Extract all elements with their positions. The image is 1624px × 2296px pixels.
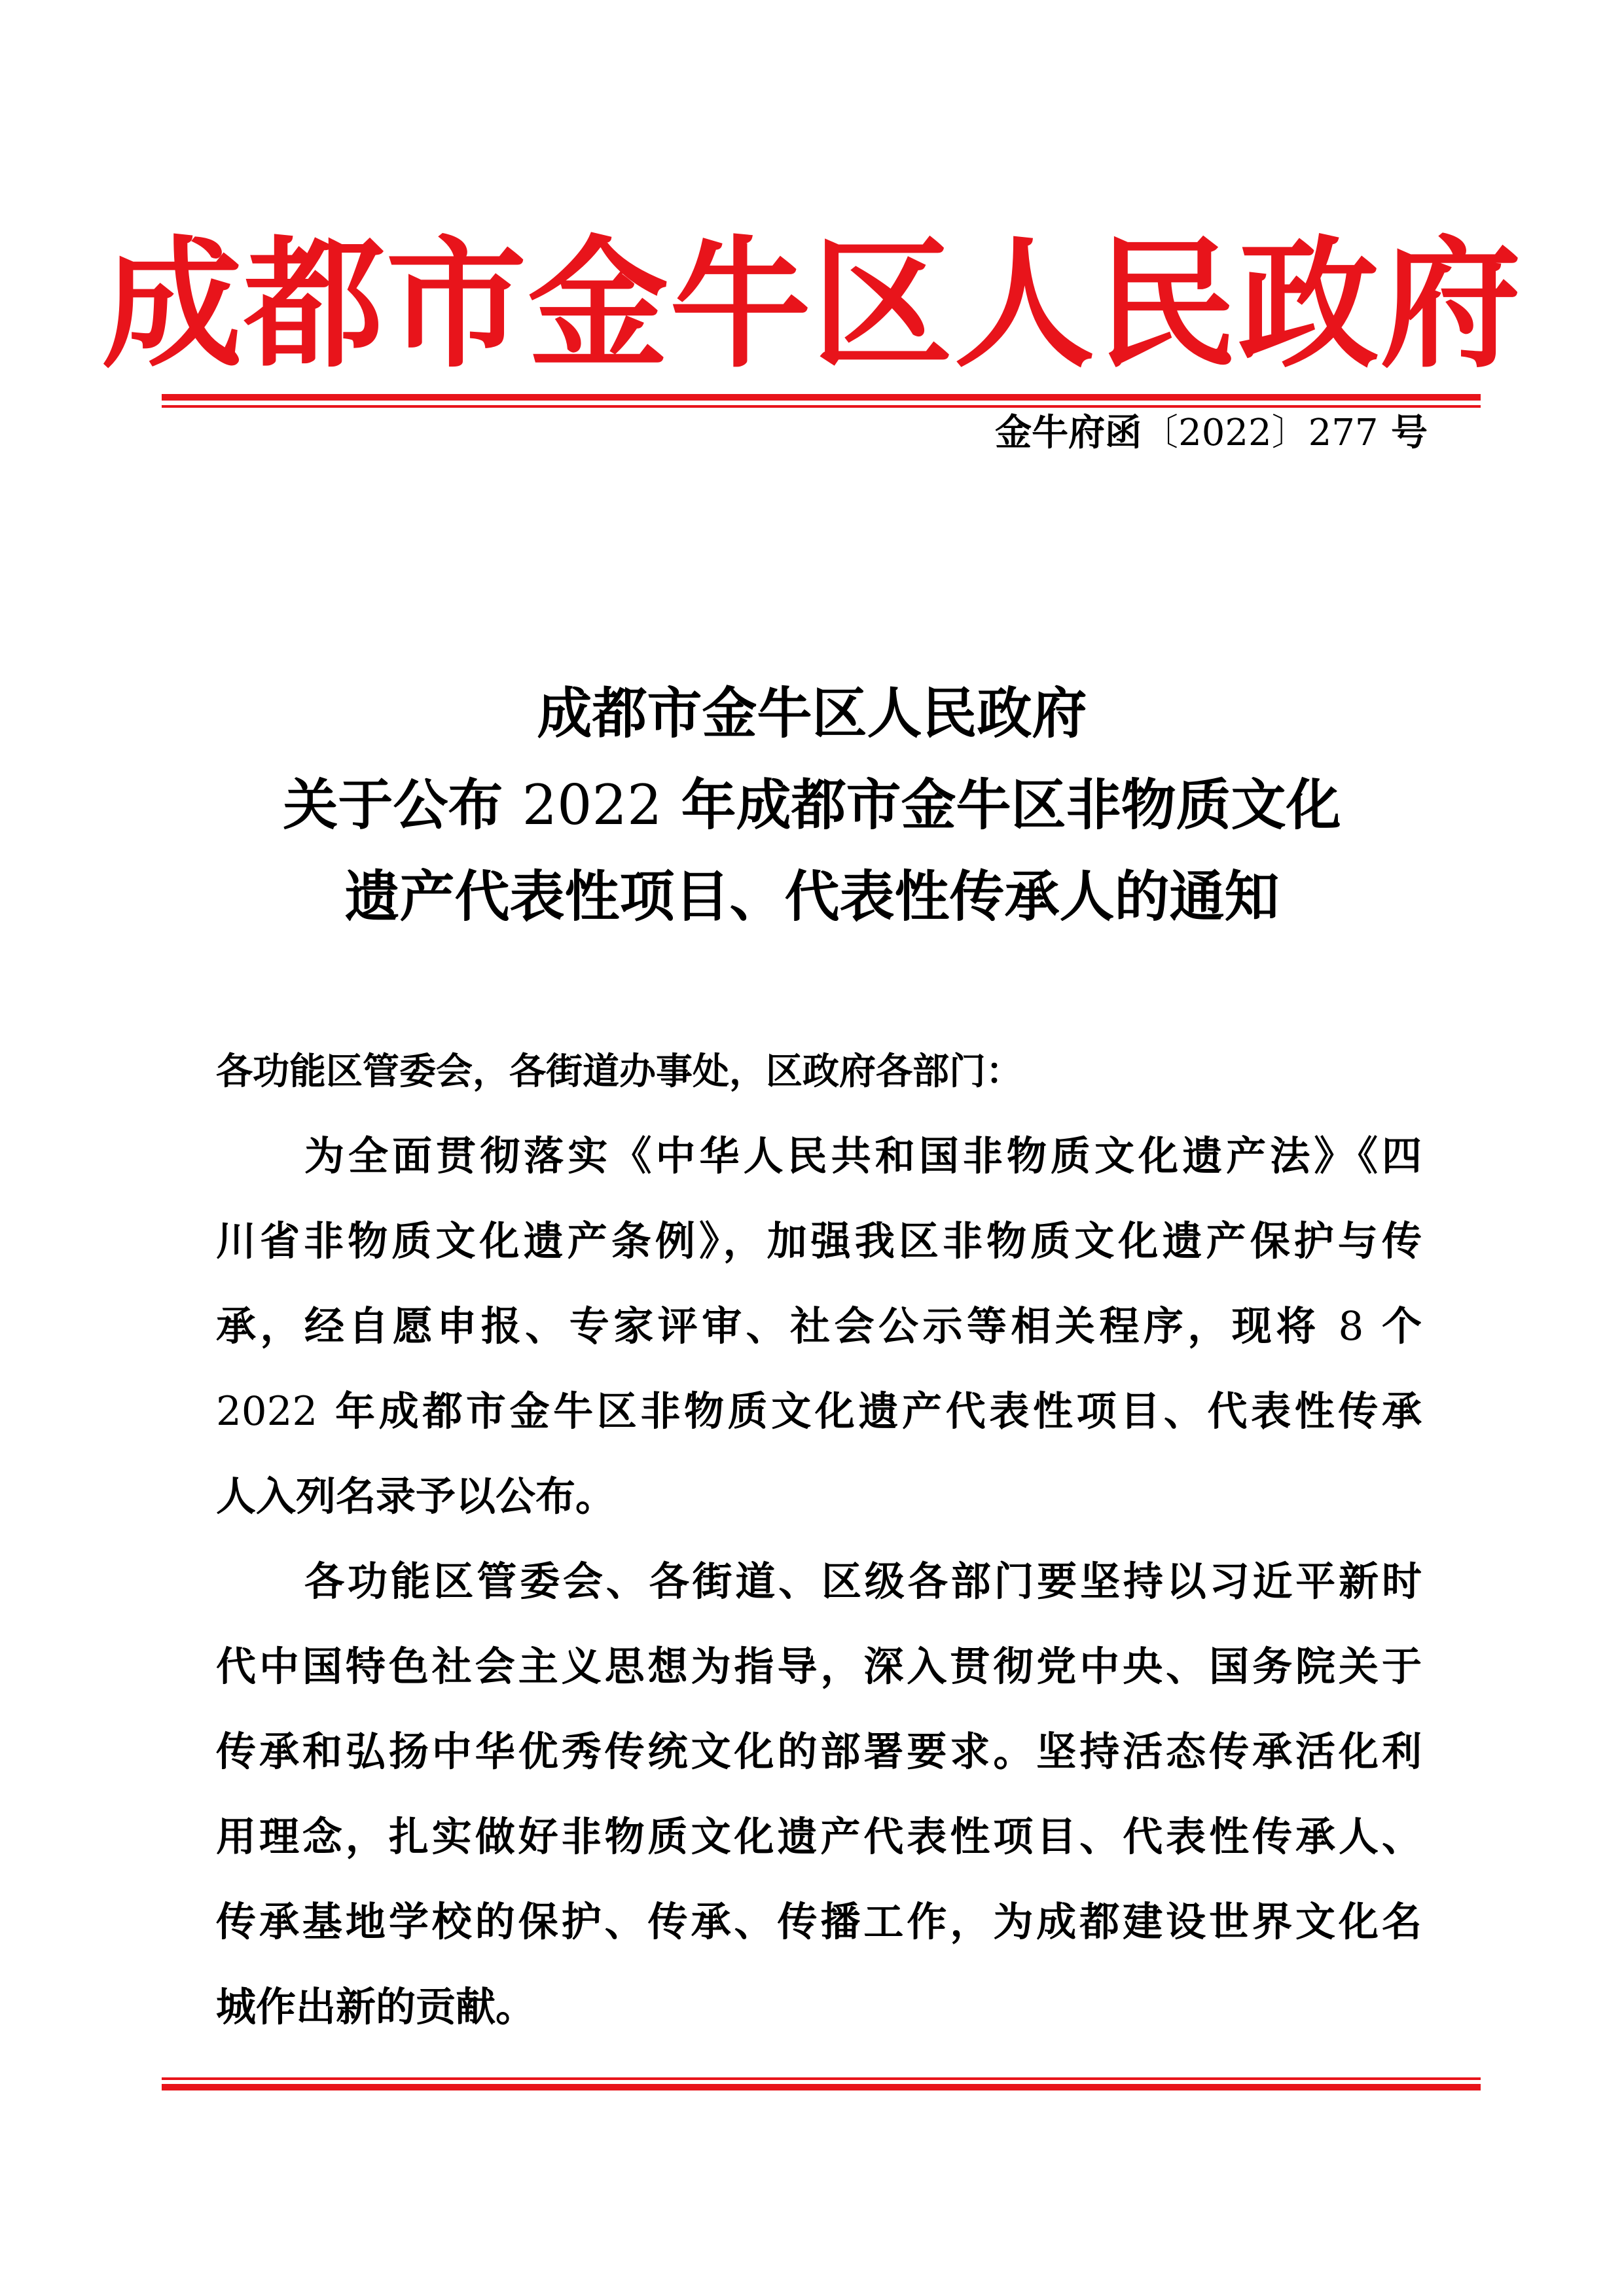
notice-title-line-3: 遗产代表性项目、代表性传承人的通知 xyxy=(344,865,1280,929)
paragraph-2-line-6: 城作出新的贡献。 xyxy=(216,1984,536,2030)
salutation: 各功能区管委会，各街道办事处，区政府各部门： xyxy=(216,1050,1022,1093)
paragraph-1-line-3 xyxy=(216,1297,1422,1356)
paragraph-1-line-3-part-b: 个 xyxy=(1363,1303,1422,1350)
masthead-title: 成都市金牛区人民政府 xyxy=(101,221,1523,387)
notice-title-line-2-part-b: 年成都市金牛区非物质文化 xyxy=(662,773,1341,837)
bottom-red-rule-thick xyxy=(162,2084,1481,2090)
notice-title-line-2-part-a: 关于公布 xyxy=(283,773,522,837)
paragraph-1-line-5: 人入列名录予以公布。 xyxy=(216,1473,616,1520)
paragraph-1-line-4-part-b: 年成都市金牛区非物质文化遗产代表性项目、代表性传承 xyxy=(317,1388,1422,1435)
paragraph-1-year: 2022 xyxy=(216,1388,318,1435)
paragraph-1-line-4 xyxy=(216,1382,1422,1441)
document-number-suffix: 号 xyxy=(1378,412,1428,454)
notice-title-line-1: 成都市金牛区人民政府 xyxy=(537,681,1087,745)
paragraph-1-line-1: 为全面贯彻落实《中华人民共和国非物质文化遗产法》《四 xyxy=(304,1133,1422,1179)
paragraph-2-line-3: 传承和弘扬中华优秀传统文化的部署要求。坚持活态传承活化利 xyxy=(216,1729,1422,1775)
document-number xyxy=(995,407,1428,459)
notice-title-year: 2022 xyxy=(522,773,662,837)
document-number-code: 〔2022〕277 xyxy=(1142,412,1379,454)
paragraph-1-line-2: 川省非物质文化遗产条例》，加强我区非物质文化遗产保护与传 xyxy=(216,1218,1422,1265)
bottom-red-rule-thin xyxy=(162,2077,1481,2080)
paragraph-2-line-5: 传承基地学校的保护、传承、传播工作，为成都建设世界文化名 xyxy=(216,1899,1422,1945)
paragraph-2-line-1: 各功能区管委会、各街道、区级各部门要坚持以习近平新时 xyxy=(304,1558,1422,1605)
project-count: 8 xyxy=(1338,1303,1364,1350)
paragraph-2-line-4: 用理念，扎实做好非物质文化遗产代表性项目、代表性传承人、 xyxy=(216,1814,1422,1860)
document-number-prefix: 金牛府函 xyxy=(995,412,1142,454)
top-red-rule-thick xyxy=(162,394,1481,401)
paragraph-2-line-2: 代中国特色社会主义思想为指导，深入贯彻党中央、国务院关于 xyxy=(216,1643,1422,1690)
paragraph-1-line-3-part-a: 承，经自愿申报、专家评审、社会公示等相关程序，现将 xyxy=(216,1303,1339,1350)
notice-title-line-2 xyxy=(0,766,1624,844)
